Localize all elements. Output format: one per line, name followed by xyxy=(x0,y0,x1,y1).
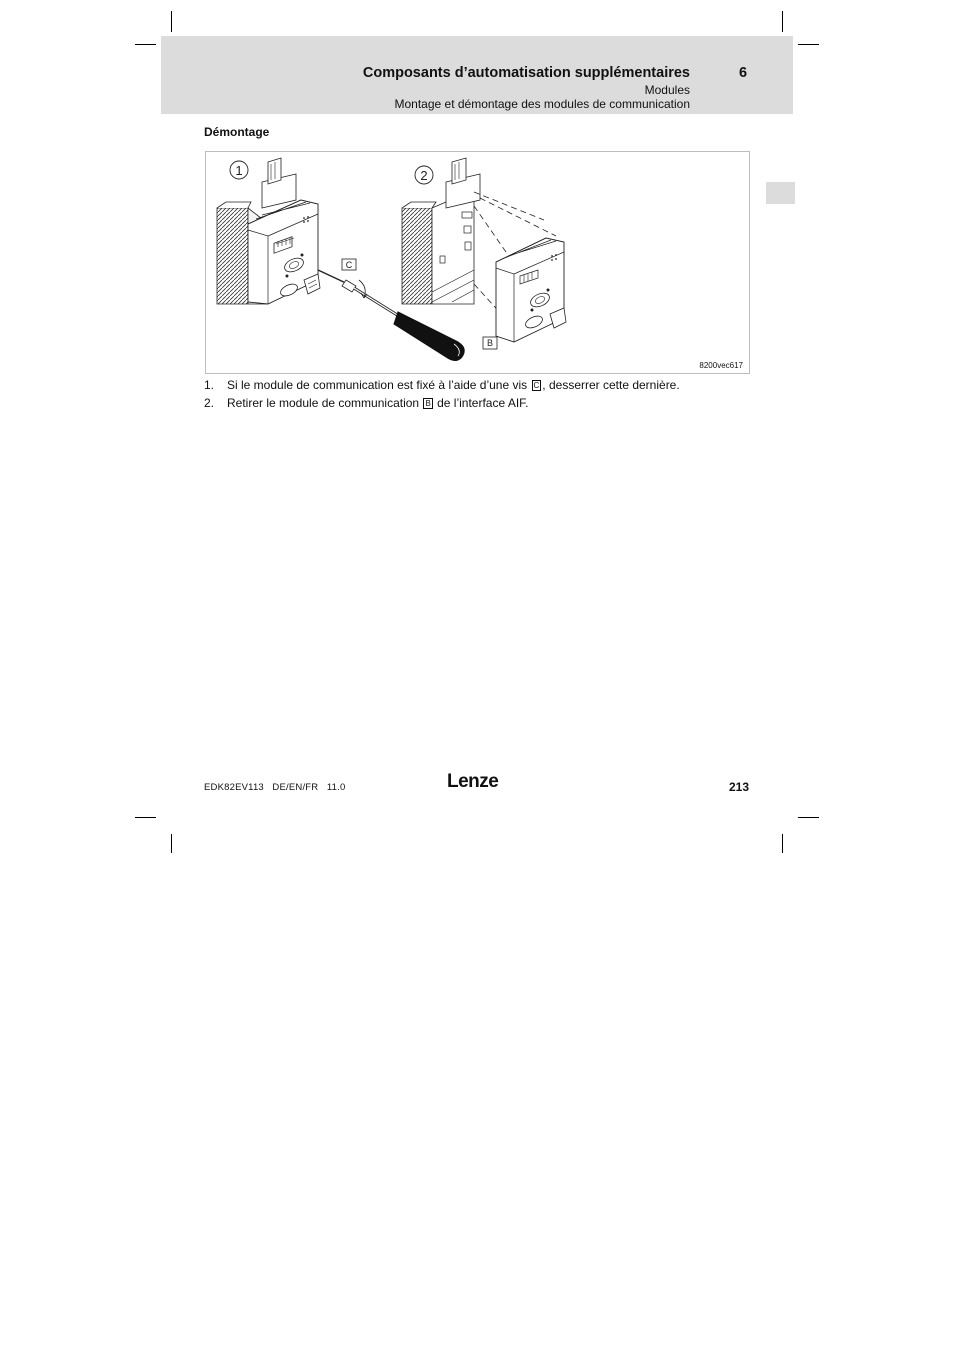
chapter-number: 6 xyxy=(739,65,748,81)
ref-box-label: B xyxy=(425,398,431,408)
ref-box-label: C xyxy=(533,381,540,390)
section-heading: Démontage xyxy=(204,125,270,139)
list-item xyxy=(204,377,680,395)
dismount-illustration xyxy=(206,152,749,373)
crop-mark xyxy=(135,817,156,818)
step-text: , desserrer cette dernière. xyxy=(542,378,680,392)
step-1-label: 1 xyxy=(235,163,243,178)
step-2-label: 2 xyxy=(420,168,428,183)
chapter-tab xyxy=(766,182,795,204)
step-number: 2. xyxy=(204,395,215,410)
instruction-list xyxy=(204,377,680,412)
dismount-figure xyxy=(205,151,750,374)
subsection-subtitle: Montage et démontage des modules de communication xyxy=(394,97,690,111)
list-item xyxy=(204,395,680,413)
crop-mark xyxy=(171,11,172,32)
crop-mark xyxy=(782,834,783,853)
chapter-title: Composants d’automatisation supplémentaires xyxy=(362,65,690,81)
label-c: C xyxy=(345,260,353,270)
crop-mark xyxy=(782,11,783,32)
step-text: de l’interface AIF. xyxy=(433,395,529,410)
crop-mark xyxy=(135,44,156,45)
page-header xyxy=(161,36,793,114)
communication-module-1 xyxy=(248,200,320,304)
step-text: Si le module de communication est fixé à l’aide d’une vis xyxy=(227,378,528,392)
figure-code: 8200vec617 xyxy=(699,361,743,370)
step-text: Retirer le module de communication xyxy=(227,395,420,410)
crop-mark xyxy=(798,817,819,818)
page-number: 213 xyxy=(729,780,750,794)
step-number: 1. xyxy=(204,378,215,392)
crop-mark xyxy=(798,44,819,45)
section-subtitle: Modules xyxy=(644,83,690,97)
document-id: EDK82EV113 DE/EN/FR 11.0 xyxy=(204,782,346,793)
brand-logo: Lenze xyxy=(447,771,499,792)
drive-unit-2 xyxy=(402,158,480,304)
label-b: B xyxy=(486,338,494,348)
crop-mark xyxy=(171,834,172,853)
communication-module-2 xyxy=(496,238,566,342)
